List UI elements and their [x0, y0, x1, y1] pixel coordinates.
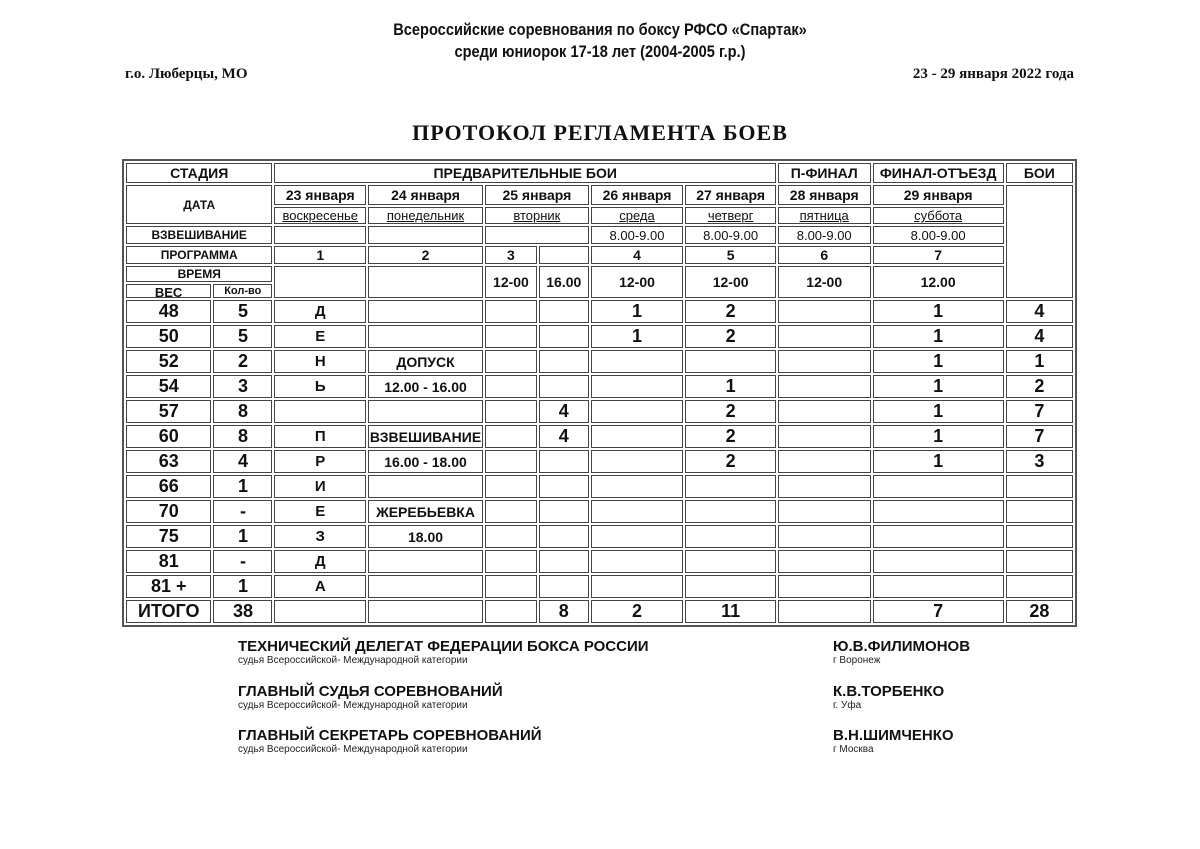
program-row	[126, 246, 1073, 264]
bouts-cell	[1006, 575, 1073, 598]
day-cell	[539, 550, 589, 573]
day-cell: Р	[274, 450, 366, 473]
weight-cell: 81	[126, 550, 211, 573]
program-cell: 5	[685, 246, 776, 264]
weighin-cell: 8.00-9.00	[873, 226, 1004, 244]
total-cell: 7	[873, 600, 1004, 623]
weight-cell: 48	[126, 300, 211, 323]
table-row	[126, 550, 1073, 573]
day-cell	[778, 500, 871, 523]
bouts-header-blank	[1006, 185, 1073, 298]
time-cell: 12-00	[591, 266, 684, 298]
day-cell	[591, 500, 684, 523]
total-label: ИТОГО	[126, 600, 211, 623]
day-cell	[539, 375, 589, 398]
total-cell	[368, 600, 483, 623]
day-cell	[485, 550, 537, 573]
table-row	[126, 400, 1073, 423]
day-cell: 2	[685, 450, 776, 473]
time-row	[126, 266, 1073, 298]
day-cell	[685, 475, 776, 498]
day-cell: 1	[591, 325, 684, 348]
event-location: г.о. Люберцы, МО	[125, 66, 248, 82]
day-cell: 1	[873, 375, 1004, 398]
date-cell: 25 января	[485, 185, 589, 205]
table-row	[126, 525, 1073, 548]
document-title-line2: среди юниорок 17-18 лет (2004-2005 г.р.)	[454, 42, 746, 61]
weight-cell: 50	[126, 325, 211, 348]
total-cell	[778, 600, 871, 623]
program-cell: 6	[778, 246, 871, 264]
date-cell: 24 января	[368, 185, 483, 205]
count-cell: 8	[213, 400, 272, 423]
day-cell	[274, 400, 366, 423]
weight-cell: 70	[126, 500, 211, 523]
program-cell-blank	[539, 246, 589, 264]
signature-person-0	[833, 638, 970, 666]
day-cell	[685, 575, 776, 598]
table-row	[126, 325, 1073, 348]
stage-prelim: ПРЕДВАРИТЕЛЬНЫЕ БОИ	[274, 163, 775, 183]
day-cell: 1	[873, 300, 1004, 323]
signature-block-2	[238, 727, 542, 755]
day-cell	[539, 525, 589, 548]
bouts-cell: 1	[1006, 350, 1073, 373]
day-cell	[368, 575, 483, 598]
time-label: ВРЕМЯ	[126, 266, 272, 282]
protocol-title: ПРОТОКОЛ РЕГЛАМЕНТА БОЕВ	[412, 120, 788, 145]
day-cell	[485, 475, 537, 498]
day-cell: 12.00 - 16.00	[368, 375, 483, 398]
day-cell: 2	[685, 300, 776, 323]
weight-cell: 75	[126, 525, 211, 548]
weight-cell: 57	[126, 400, 211, 423]
signature-category: судья Всероссийской- Международной категории	[238, 700, 468, 711]
signature-person-1	[833, 683, 944, 711]
count-cell: 5	[213, 325, 272, 348]
day-cell: Н	[274, 350, 366, 373]
day-cell: 1	[873, 425, 1004, 448]
day-cell	[778, 575, 871, 598]
count-cell: 5	[213, 300, 272, 323]
time-cell: 12.00	[873, 266, 1004, 298]
day-cell	[685, 550, 776, 573]
weekday-cell: среда	[591, 207, 684, 224]
count-cell: 1	[213, 575, 272, 598]
signature-person-2	[833, 727, 954, 755]
date-cell: 23 января	[274, 185, 366, 205]
day-cell	[485, 325, 537, 348]
day-cell	[591, 575, 684, 598]
day-cell	[591, 450, 684, 473]
table-row	[126, 475, 1073, 498]
day-cell	[591, 475, 684, 498]
document-title-line1: Всероссийские соревнования по боксу РФСО «Спартак»	[393, 20, 807, 39]
count-cell: -	[213, 550, 272, 573]
date-cell: 27 января	[685, 185, 776, 205]
day-cell: 1	[591, 300, 684, 323]
weighin-cell	[485, 226, 589, 244]
count-label: Кол-во	[213, 284, 272, 298]
day-cell: 2	[685, 325, 776, 348]
signature-name: К.В.ТОРБЕНКО	[833, 683, 945, 700]
bouts-cell	[1006, 525, 1073, 548]
weight-label: ВЕС	[126, 284, 211, 298]
day-cell	[485, 500, 537, 523]
total-cell	[274, 600, 366, 623]
day-cell	[485, 450, 537, 473]
stage-row	[126, 163, 1073, 183]
day-cell	[539, 300, 589, 323]
weekday-cell: пятница	[778, 207, 871, 224]
weight-cell: 52	[126, 350, 211, 373]
event-dates: 23 - 29 января 2022 года	[912, 66, 1074, 82]
bouts-cell: 2	[1006, 375, 1073, 398]
table-row	[126, 425, 1073, 448]
count-cell: 2	[213, 350, 272, 373]
signature-category: судья Всероссийской- Международной категории	[238, 655, 468, 666]
day-cell	[778, 425, 871, 448]
day-cell: Д	[274, 300, 366, 323]
day-cell	[778, 375, 871, 398]
signature-role: ГЛАВНЫЙ СУДЬЯ СОРЕВНОВАНИЙ	[238, 683, 503, 700]
day-cell: ЖЕРЕБЬЕВКА	[368, 500, 483, 523]
program-cell: 2	[368, 246, 483, 264]
day-cell	[873, 525, 1004, 548]
day-cell	[873, 500, 1004, 523]
day-cell	[539, 475, 589, 498]
table-row	[126, 300, 1073, 323]
day-cell	[591, 550, 684, 573]
day-cell: 1	[873, 450, 1004, 473]
day-cell	[485, 350, 537, 373]
bouts-cell: 3	[1006, 450, 1073, 473]
total-bouts: 28	[1006, 600, 1073, 623]
day-cell: А	[274, 575, 366, 598]
weekday-cell: вторник	[485, 207, 589, 224]
day-cell: 1	[685, 375, 776, 398]
day-cell: 1	[873, 325, 1004, 348]
day-cell	[591, 375, 684, 398]
count-cell: 1	[213, 475, 272, 498]
bouts-cell: 7	[1006, 400, 1073, 423]
table-row	[126, 575, 1073, 598]
weighin-label: ВЗВЕШИВАНИЕ	[126, 226, 272, 244]
day-cell	[368, 400, 483, 423]
signature-block-1	[238, 683, 503, 711]
day-cell: ДОПУСК	[368, 350, 483, 373]
time-cell	[274, 266, 366, 298]
program-label: ПРОГРАММА	[126, 246, 272, 264]
date-cell: 28 января	[778, 185, 871, 205]
signature-name: Ю.В.ФИЛИМОНОВ	[833, 638, 971, 655]
day-cell	[485, 575, 537, 598]
total-count: 38	[213, 600, 272, 623]
day-cell	[873, 475, 1004, 498]
day-cell: Ь	[274, 375, 366, 398]
day-cell	[485, 425, 537, 448]
signature-name: В.Н.ШИМЧЕНКО	[833, 727, 954, 744]
day-cell	[539, 350, 589, 373]
signature-role: ТЕХНИЧЕСКИЙ ДЕЛЕГАТ ФЕДЕРАЦИИ БОКСА РОССИИ	[238, 638, 649, 655]
day-cell	[873, 550, 1004, 573]
time-cell	[368, 266, 483, 298]
day-cell	[591, 525, 684, 548]
day-cell: И	[274, 475, 366, 498]
count-cell: 8	[213, 425, 272, 448]
bouts-cell	[1006, 500, 1073, 523]
weekday-cell: четверг	[685, 207, 776, 224]
weekday-cell: воскресенье	[274, 207, 366, 224]
signature-city: г Москва	[833, 744, 874, 755]
signature-role: ГЛАВНЫЙ СЕКРЕТАРЬ СОРЕВНОВАНИЙ	[238, 727, 542, 744]
day-cell: 4	[539, 400, 589, 423]
bouts-cell: 4	[1006, 325, 1073, 348]
date-label: ДАТА	[126, 185, 272, 224]
day-cell	[778, 350, 871, 373]
total-row	[126, 600, 1073, 623]
table-row	[126, 375, 1073, 398]
day-cell	[778, 400, 871, 423]
day-cell	[539, 450, 589, 473]
day-cell: 2	[685, 425, 776, 448]
weight-cell: 60	[126, 425, 211, 448]
day-cell: ВЗВЕШИВАНИЕ	[368, 425, 483, 448]
day-cell	[778, 525, 871, 548]
program-cell: 4	[591, 246, 684, 264]
time-cell: 12-00	[685, 266, 776, 298]
day-cell	[539, 500, 589, 523]
time-cell: 12-00	[778, 266, 871, 298]
day-cell	[485, 525, 537, 548]
day-cell: Д	[274, 550, 366, 573]
program-cell: 1	[274, 246, 366, 264]
weighin-row	[126, 226, 1073, 244]
weighin-cell	[368, 226, 483, 244]
signature-city: г. Уфа	[833, 700, 862, 711]
day-cell	[685, 525, 776, 548]
day-cell: 1	[873, 350, 1004, 373]
weekday-cell: суббота	[873, 207, 1004, 224]
total-cell: 11	[685, 600, 776, 623]
weighin-cell	[274, 226, 366, 244]
weight-cell: 54	[126, 375, 211, 398]
day-cell: П	[274, 425, 366, 448]
weighin-cell: 8.00-9.00	[685, 226, 776, 244]
total-cell	[485, 600, 537, 623]
count-cell: 1	[213, 525, 272, 548]
day-cell	[873, 575, 1004, 598]
day-cell: 2	[685, 400, 776, 423]
day-cell: 16.00 - 18.00	[368, 450, 483, 473]
day-cell: З	[274, 525, 366, 548]
stage-semifinal: П-ФИНАЛ	[778, 163, 871, 183]
day-cell	[778, 450, 871, 473]
table-row	[126, 350, 1073, 373]
stage-label: СТАДИЯ	[126, 163, 272, 183]
stage-bouts: БОИ	[1006, 163, 1073, 183]
day-cell	[591, 400, 684, 423]
day-cell	[778, 300, 871, 323]
day-cell	[485, 300, 537, 323]
weight-cell: 63	[126, 450, 211, 473]
bouts-cell	[1006, 550, 1073, 573]
count-cell: 3	[213, 375, 272, 398]
day-cell: 4	[539, 425, 589, 448]
date-cell: 29 января	[873, 185, 1004, 205]
day-cell: 18.00	[368, 525, 483, 548]
date-row	[126, 185, 1073, 205]
stage-final: ФИНАЛ-ОТЪЕЗД	[873, 163, 1004, 183]
day-cell	[685, 500, 776, 523]
day-cell	[778, 325, 871, 348]
total-cell: 8	[539, 600, 589, 623]
time-cell: 12-00	[485, 266, 537, 298]
program-cell: 7	[873, 246, 1004, 264]
table-row	[126, 450, 1073, 473]
program-cell: 3	[485, 246, 537, 264]
table-row	[126, 500, 1073, 523]
day-cell	[368, 300, 483, 323]
day-cell	[485, 375, 537, 398]
day-cell	[685, 350, 776, 373]
total-cell: 2	[591, 600, 684, 623]
weighin-cell: 8.00-9.00	[591, 226, 684, 244]
time-cell: 16.00	[539, 266, 589, 298]
weekday-cell: понедельник	[368, 207, 483, 224]
bouts-cell: 4	[1006, 300, 1073, 323]
day-cell: Е	[274, 325, 366, 348]
day-cell	[368, 475, 483, 498]
day-cell: Е	[274, 500, 366, 523]
signature-city: г Воронеж	[833, 655, 881, 666]
day-cell: 1	[873, 400, 1004, 423]
bouts-cell: 7	[1006, 425, 1073, 448]
day-cell	[368, 550, 483, 573]
signature-block-0	[238, 638, 649, 666]
day-cell	[778, 475, 871, 498]
day-cell	[539, 325, 589, 348]
count-cell: 4	[213, 450, 272, 473]
bout-schedule-table	[122, 159, 1077, 627]
date-cell: 26 января	[591, 185, 684, 205]
bouts-cell	[1006, 475, 1073, 498]
day-cell	[591, 425, 684, 448]
day-cell	[591, 350, 684, 373]
weight-cell: 66	[126, 475, 211, 498]
signature-category: судья Всероссийской- Международной категории	[238, 744, 468, 755]
weight-cell: 81 +	[126, 575, 211, 598]
day-cell	[778, 550, 871, 573]
weighin-cell: 8.00-9.00	[778, 226, 871, 244]
day-cell	[539, 575, 589, 598]
day-cell	[485, 400, 537, 423]
count-cell: -	[213, 500, 272, 523]
day-cell	[368, 325, 483, 348]
